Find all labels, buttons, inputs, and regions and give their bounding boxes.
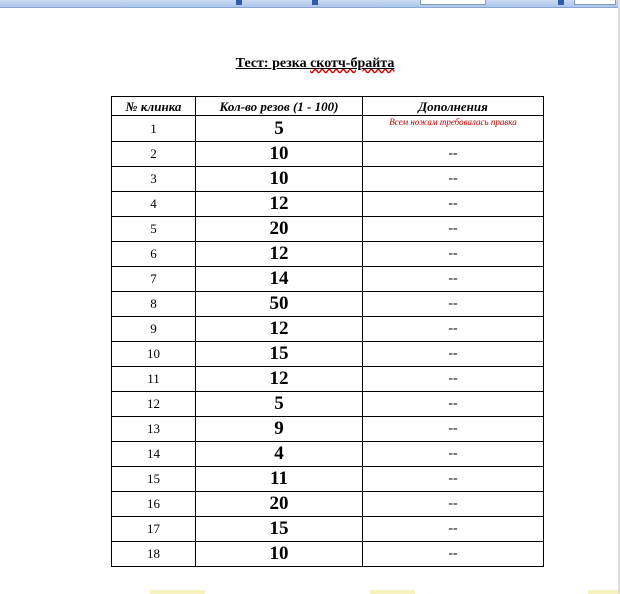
- cut-count-cell: 10: [196, 542, 363, 567]
- blade-number-cell: 16: [112, 492, 196, 517]
- cut-count-cell: 5: [196, 116, 363, 142]
- table-row: [112, 392, 544, 417]
- table-row: [112, 217, 544, 242]
- title-word-spellcheck: скотч-брайта: [310, 56, 395, 71]
- blade-number-cell: 3: [112, 167, 196, 192]
- note-cell: --: [363, 192, 544, 217]
- note-cell: --: [363, 492, 544, 517]
- table-row: [112, 492, 544, 517]
- table-body: [112, 116, 544, 567]
- bottom-highlight: [150, 590, 205, 594]
- cut-count-cell: 10: [196, 167, 363, 192]
- toolbar-button-icon[interactable]: [312, 0, 318, 5]
- blade-number-cell: 1: [112, 116, 196, 142]
- table-row: [112, 517, 544, 542]
- table-row: [112, 242, 544, 267]
- cut-count-cell: 12: [196, 367, 363, 392]
- table-row: [112, 192, 544, 217]
- blade-number-cell: 6: [112, 242, 196, 267]
- table-row: [112, 167, 544, 192]
- toolbar-button-icon[interactable]: [558, 0, 564, 5]
- app-toolbar-strip: [0, 0, 620, 8]
- bottom-highlight: [370, 590, 415, 594]
- table-row: [112, 142, 544, 167]
- note-cell: --: [363, 417, 544, 442]
- cut-count-cell: 12: [196, 242, 363, 267]
- cut-count-cell: 12: [196, 192, 363, 217]
- blade-number-cell: 7: [112, 267, 196, 292]
- header-notes: Дополнения: [363, 97, 544, 116]
- table-row: [112, 342, 544, 367]
- toolbar-combo-box[interactable]: [574, 0, 616, 5]
- table-row: [112, 317, 544, 342]
- note-cell: --: [363, 367, 544, 392]
- note-cell: --: [363, 342, 544, 367]
- blade-number-cell: 14: [112, 442, 196, 467]
- note-cell: --: [363, 542, 544, 567]
- note-cell: --: [363, 217, 544, 242]
- cut-count-cell: 15: [196, 342, 363, 367]
- note-cell: --: [363, 392, 544, 417]
- toolbar-combo-box[interactable]: [420, 0, 486, 5]
- table-row: [112, 442, 544, 467]
- table-row: [112, 367, 544, 392]
- note-cell: --: [363, 317, 544, 342]
- blade-number-cell: 9: [112, 317, 196, 342]
- table-row: [112, 116, 544, 142]
- blade-number-cell: 5: [112, 217, 196, 242]
- blade-number-cell: 10: [112, 342, 196, 367]
- blade-number-cell: 17: [112, 517, 196, 542]
- cut-count-cell: 9: [196, 417, 363, 442]
- note-cell: --: [363, 517, 544, 542]
- cut-count-cell: 15: [196, 517, 363, 542]
- note-cell: --: [363, 467, 544, 492]
- cut-count-cell: 12: [196, 317, 363, 342]
- note-cell: --: [363, 292, 544, 317]
- cut-count-cell: 20: [196, 492, 363, 517]
- blade-number-cell: 13: [112, 417, 196, 442]
- blade-number-cell: 4: [112, 192, 196, 217]
- page-title: [0, 56, 620, 72]
- note-cell: --: [363, 167, 544, 192]
- note-cell: --: [363, 442, 544, 467]
- bottom-highlight: [588, 590, 618, 594]
- cut-count-cell: 11: [196, 467, 363, 492]
- note-cell: --: [363, 242, 544, 267]
- note-cell: --: [363, 267, 544, 292]
- cut-count-cell: 14: [196, 267, 363, 292]
- blade-number-cell: 11: [112, 367, 196, 392]
- cut-count-cell: 20: [196, 217, 363, 242]
- cut-count-cell: 10: [196, 142, 363, 167]
- blade-number-cell: 18: [112, 542, 196, 567]
- table-row: [112, 292, 544, 317]
- table-row: [112, 542, 544, 567]
- blade-number-cell: 12: [112, 392, 196, 417]
- table-row: [112, 467, 544, 492]
- note-cell: --: [363, 142, 544, 167]
- header-blade-number: № клинка: [112, 97, 196, 116]
- header-cut-count: Кол-во резов (1 - 100): [196, 97, 363, 116]
- title-prefix: Тест: резка: [235, 56, 311, 71]
- blade-number-cell: 2: [112, 142, 196, 167]
- cut-count-cell: 5: [196, 392, 363, 417]
- cut-count-cell: 4: [196, 442, 363, 467]
- table-row: [112, 267, 544, 292]
- note-cell: Всем ножам требовалась правка: [363, 116, 544, 142]
- table-header-row: [112, 97, 544, 116]
- results-table: [111, 96, 544, 567]
- table-row: [112, 417, 544, 442]
- blade-number-cell: 15: [112, 467, 196, 492]
- toolbar-button-icon[interactable]: [236, 0, 242, 5]
- cut-count-cell: 50: [196, 292, 363, 317]
- blade-number-cell: 8: [112, 292, 196, 317]
